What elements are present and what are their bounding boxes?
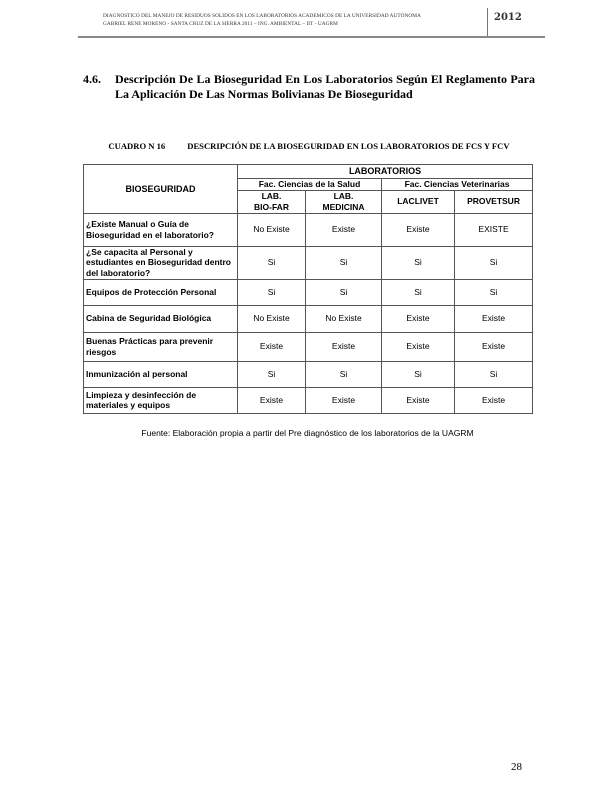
- page-number: 28: [511, 761, 522, 773]
- row-label: ¿Se capacita al Personal y estudiantes en Bioseguridad dentro del laboratorio?: [84, 246, 238, 279]
- cell-value: Existe: [382, 387, 455, 413]
- cell-value: Si: [455, 361, 533, 387]
- cell-value: Si: [382, 246, 455, 279]
- cell-value: Existe: [238, 332, 306, 361]
- cell-value: Existe: [455, 387, 533, 413]
- table-caption-title: DESCRIPCIÓN DE LA BIOSEGURIDAD EN LOS LABORATORIOS DE FCS Y FCV: [187, 141, 510, 151]
- cell-value: Si: [306, 246, 382, 279]
- cell-value: Existe: [382, 305, 455, 332]
- faculty-header-veterinarias: Fac. Ciencias Veterinarias: [382, 179, 533, 191]
- lab-header-line: BIO-FAR: [254, 201, 289, 212]
- lab-header-line: LAB.: [333, 191, 354, 201]
- cell-value: Existe: [306, 387, 382, 413]
- running-header-line-2: GABRIEL RENE MORENO - SANTA CRUZ DE LA SIERRA 2011 – ING. AMBIENTAL – IIT - UAGRM: [103, 21, 338, 27]
- cell-value: Si: [455, 246, 533, 279]
- cell-value: Si: [455, 279, 533, 305]
- running-header-line-1: DIAGNOSTICO DEL MANEJO DE RESIDUOS SOLIDOS EN LOS LABORATORIOS ACADEMICOS DE LA UNIVERSIDAD AUTONOMA: [103, 13, 421, 19]
- table-caption-label: CUADRO N 16: [108, 141, 166, 151]
- cell-value: Si: [382, 361, 455, 387]
- row-label: Buenas Prácticas para prevenir riesgos: [84, 332, 238, 361]
- cell-value: No Existe: [306, 305, 382, 332]
- table-row: [84, 361, 533, 387]
- table-row: [84, 387, 533, 413]
- row-label: Limpieza y desinfección de materiales y equipos: [84, 387, 238, 413]
- row-label: Cabina de Seguridad Biológica: [84, 305, 238, 332]
- cell-value: Si: [382, 279, 455, 305]
- lab-header-provetsur: PROVETSUR: [455, 190, 533, 213]
- cell-value: Si: [306, 361, 382, 387]
- faculty-header-salud: Fac. Ciencias de la Salud: [238, 179, 382, 191]
- cell-value: No Existe: [238, 305, 306, 332]
- lab-header-medicina: [306, 190, 382, 213]
- lab-header-laclivet: LACLIVET: [382, 190, 455, 213]
- header-rule: [78, 36, 545, 38]
- lab-header-line: LAB.: [261, 191, 282, 201]
- table-row: [84, 305, 533, 332]
- table-source-note: Fuente: Elaboración propia a partir del Pre diagnóstico de los laboratorios de la UAGRM: [141, 428, 474, 438]
- cell-value: Existe: [382, 332, 455, 361]
- table-row: [84, 332, 533, 361]
- cell-value: Si: [306, 279, 382, 305]
- cell-value: Existe: [455, 332, 533, 361]
- table-caption: [83, 141, 535, 152]
- lab-header-line: MEDICINA: [322, 201, 365, 212]
- column-header-bioseguridad: BIOSEGURIDAD: [84, 165, 238, 214]
- cell-value: Existe: [306, 213, 382, 246]
- cell-value: Existe: [238, 387, 306, 413]
- cell-value: Si: [238, 246, 306, 279]
- table-row: [84, 213, 533, 246]
- header-year: 2012: [494, 12, 522, 23]
- row-label: Inmunización al personal: [84, 361, 238, 387]
- row-label: ¿Existe Manual o Guía de Bioseguridad en el laboratorio?: [84, 213, 238, 246]
- column-header-laboratorios: LABORATORIOS: [238, 165, 533, 179]
- cell-value: EXISTE: [455, 213, 533, 246]
- cell-value: Si: [238, 361, 306, 387]
- section-heading: [83, 72, 535, 101]
- cell-value: Existe: [455, 305, 533, 332]
- lab-header-bio-far: [238, 190, 306, 213]
- cell-value: No Existe: [238, 213, 306, 246]
- cell-value: Existe: [306, 332, 382, 361]
- bioseguridad-table: [83, 164, 533, 414]
- header-divider: [487, 8, 488, 37]
- cell-value: Existe: [382, 213, 455, 246]
- row-label: Equipos de Protección Personal: [84, 279, 238, 305]
- section-number: 4.6.: [83, 72, 101, 86]
- table-row: [84, 279, 533, 305]
- table-row: [84, 246, 533, 279]
- running-header: [103, 12, 483, 28]
- section-title: Descripción De La Bioseguridad En Los Laboratorios Según El Reglamento Para La Aplicación De Las Normas Bolivianas De Bioseguridad: [115, 72, 535, 101]
- cell-value: Si: [238, 279, 306, 305]
